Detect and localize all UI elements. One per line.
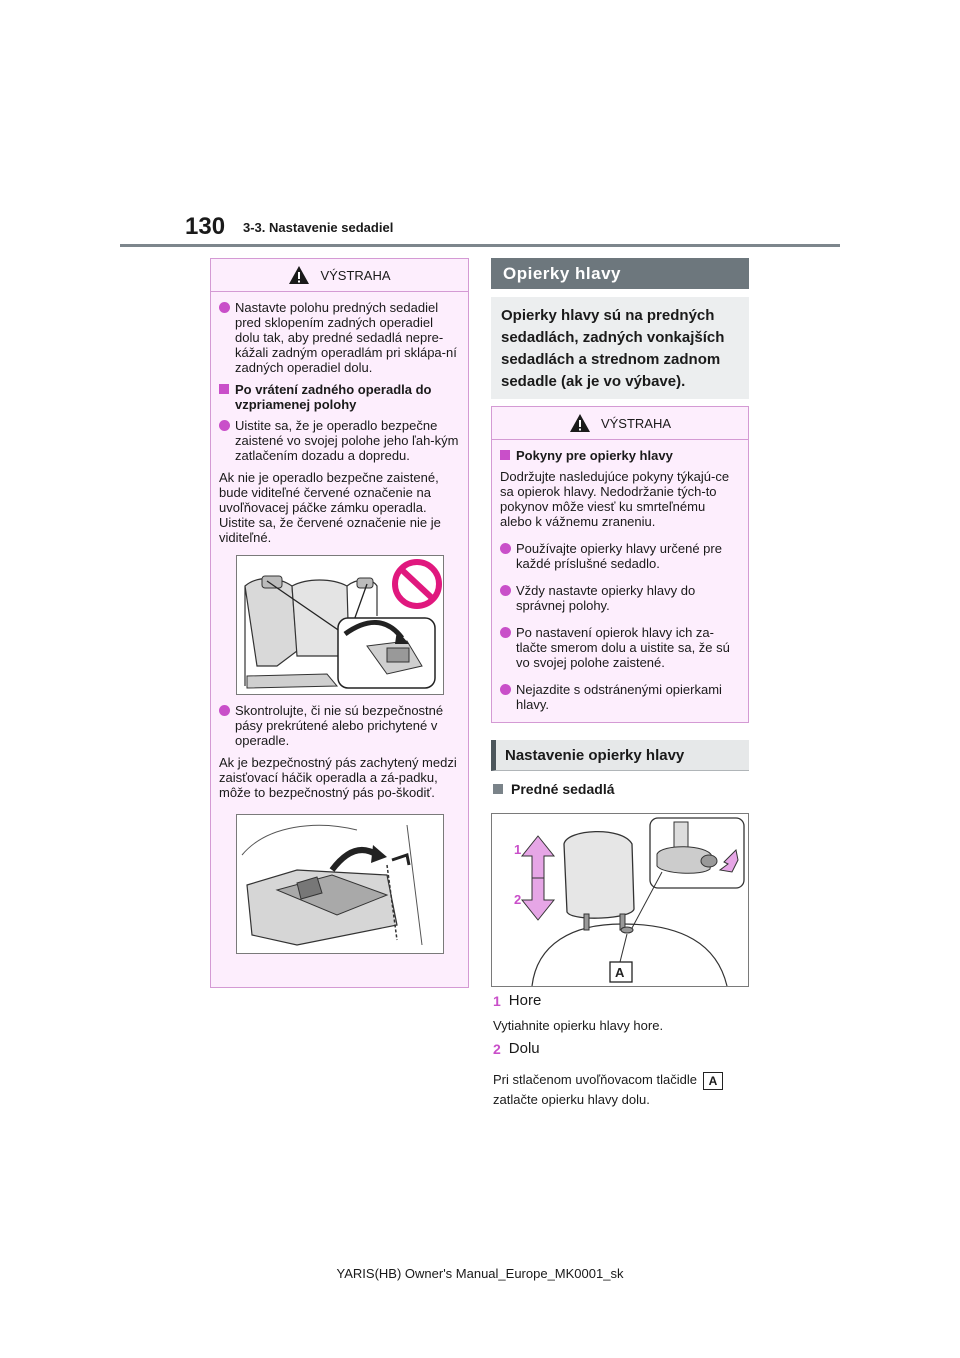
warning-title: VÝSTRAHA — [600, 415, 672, 431]
warning-paragraph: Ak je bezpečnostný pás zachytený medzi zaisťovací háčik operadla a zá-padku, môže to bezpečnostný pás po-škodiť. — [219, 755, 457, 800]
step-label: Hore — [508, 992, 542, 1009]
bullet-dot-icon — [500, 627, 511, 638]
bullet-dot-icon — [500, 543, 511, 554]
seatback-lock-illustration — [236, 555, 444, 695]
warning-subheading — [500, 448, 740, 463]
footer: YARIS(HB) Owner's Manual_Europe_MK0001_sk — [336, 1266, 624, 1281]
subheading-text: Pokyny pre opierky hlavy — [516, 448, 673, 463]
step-1-description: Vytiahnite opierku hlavy hore. — [493, 1018, 664, 1033]
warning-body — [211, 292, 468, 954]
square-bullet-icon — [493, 784, 503, 794]
step-2 — [493, 1040, 540, 1057]
illus-label-a: A — [615, 965, 625, 980]
warning-title: VÝSTRAHA — [320, 267, 391, 283]
bullet-text: Nejazdite s odstránenými opierkami hlavy. — [516, 682, 722, 712]
headrest-adjust-illustration — [491, 813, 749, 987]
step-number: 2 — [493, 1040, 501, 1057]
warning-bullet — [219, 418, 460, 463]
step-1 — [493, 992, 541, 1009]
step-2-text-b: zatlačte opierku hlavy dolu. — [493, 1092, 650, 1107]
illus-label-1: 1 — [514, 842, 522, 857]
warning-header — [492, 407, 748, 440]
warning-paragraph: Ak nie je operadlo bezpečne zaistené, bude viditeľné červené označenie na uvoľňovacej páčke zámku operadla. Uistite sa, že červené označenie nie je viditeľné. — [219, 470, 441, 545]
bullet-text: Vždy nastavte opierky hlavy do správnej polohy. — [516, 583, 696, 613]
front-seats-text: Predné sedadlá — [511, 781, 615, 797]
bullet-text: Uistite sa, že je operadlo bezpečne zaistené vo svojej polohe jeho ľah-kým zatlačením dozadu a dopredu. — [235, 418, 459, 463]
warning-bullet — [500, 625, 740, 670]
warning-subheading — [219, 382, 460, 412]
bullet-text: Po nastavení opierok hlavy ich za-tlačte smerom dolu a uistite sa, že sú vo svojej polohe zaistené. — [516, 625, 730, 670]
warning-triangle-icon — [569, 413, 591, 433]
warning-header — [211, 259, 468, 292]
headrest-warning-box — [491, 406, 749, 723]
headrests-intro: Opierky hlavy sú na predných sedadlách, zadných vonkajších sedadlách a strednom zadnom sedadle (ak je vo výbave). — [491, 297, 749, 399]
page-number: 130 — [185, 213, 226, 240]
step-2-text-a: Pri stlačenom uvoľňovacom tlačidle — [493, 1072, 697, 1087]
bullet-dot-icon — [219, 420, 230, 431]
warning-triangle-icon — [288, 265, 310, 285]
step-label: Dolu — [508, 1040, 540, 1057]
bullet-text: Skontrolujte, či nie sú bezpečnostné pásy prekrútené alebo prichytené v operadle. — [235, 703, 444, 748]
bullet-dot-icon — [219, 705, 230, 716]
headrests-banner: Opierky hlavy — [491, 258, 749, 289]
headrest-drawing — [492, 814, 748, 986]
warning-body — [492, 440, 748, 712]
left-warning-box — [210, 258, 469, 988]
square-bullet-icon — [219, 384, 229, 394]
warning-bullet — [219, 300, 460, 375]
warning-bullet — [500, 583, 740, 613]
release-button-key: A — [703, 1072, 723, 1090]
warning-paragraph: Dodržujte nasledujúce pokyny týkajú-ce sa opierok hlavy. Nedodržanie tých-to pokynov môže viesť ku smrteľnému alebo k vážnemu zraneniu. — [500, 469, 730, 529]
warning-bullet — [500, 682, 740, 712]
warning-bullet — [219, 703, 460, 748]
bullet-dot-icon — [219, 302, 230, 313]
bullet-dot-icon — [500, 684, 511, 695]
section-title: 3-3. Nastavenie sedadiel — [243, 220, 394, 235]
bullet-text: Používajte opierky hlavy určené pre každé príslušné sedadlo. — [516, 541, 722, 571]
adjust-headrest-banner: Nastavenie opierky hlavy — [491, 740, 749, 771]
seatbelt-caught-illustration — [236, 814, 444, 954]
bullet-dot-icon — [500, 585, 511, 596]
front-seats-heading — [493, 781, 615, 797]
header-rule — [120, 244, 840, 247]
illus-label-2: 2 — [514, 892, 522, 907]
warning-bullet — [500, 541, 740, 571]
step-number: 1 — [493, 992, 501, 1009]
bullet-text: Nastavte polohu predných sedadiel pred sklopením zadných operadiel dolu tak, aby predné sedadlá nepre-kážali zadným operadlám pri sklápa-ní zadných operadiel dolu. — [235, 300, 457, 375]
subheading-text: Po vrátení zadného operadla do vzpriamenej polohy — [235, 382, 432, 412]
step-2-description — [493, 1070, 723, 1110]
square-bullet-icon — [500, 450, 510, 460]
